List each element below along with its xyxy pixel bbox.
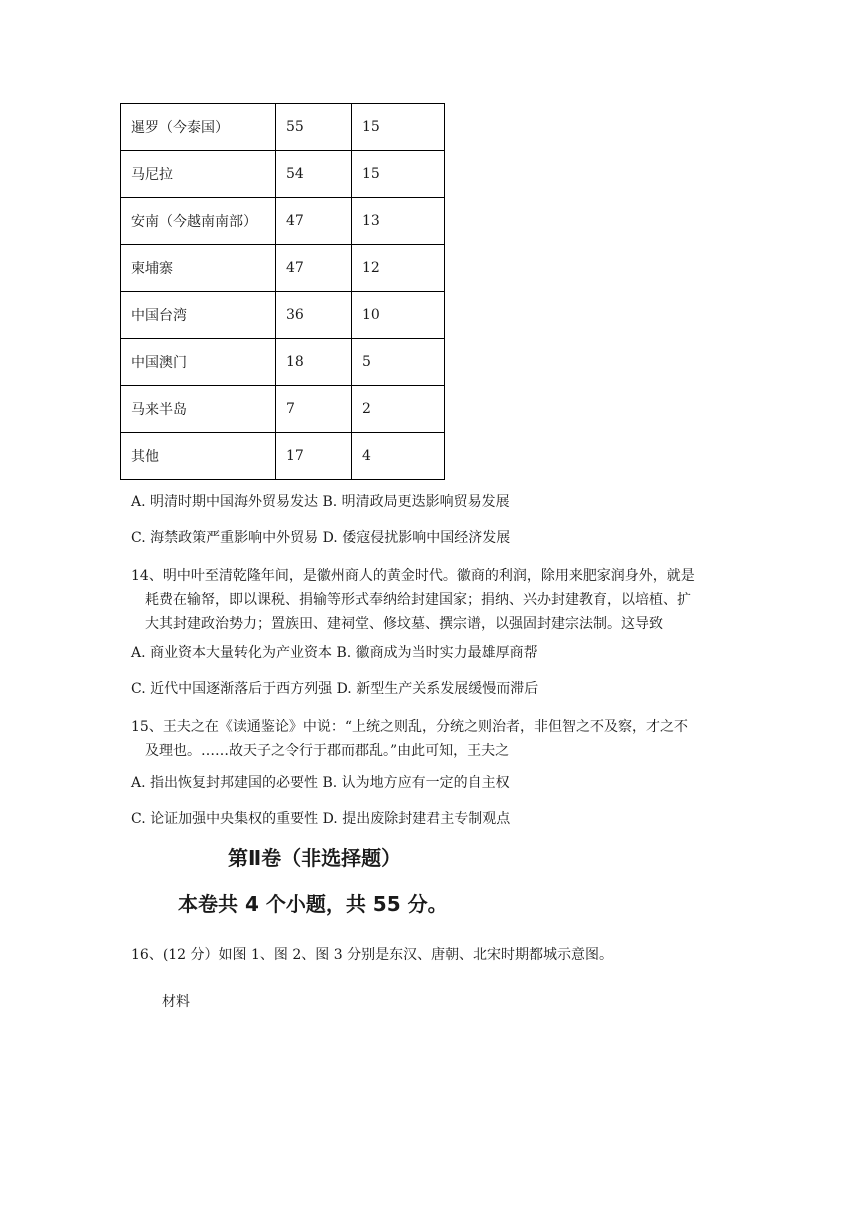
- q15-stem-line-2: 及理也。……故天子之令行于郡而郡乱。”由此可知，王夫之: [145, 743, 510, 759]
- region-cell: 暹罗（今泰国）: [121, 104, 276, 151]
- value-cell-1: 17: [276, 433, 352, 480]
- q14-stem-line-3: 大其封建政治势力；置族田、建祠堂、修坟墓、撰宗谱，以强固封建宗法制。这导致: [145, 616, 663, 632]
- section-title: 第Ⅱ卷（非选择题）: [228, 846, 402, 870]
- value-cell-2: 15: [352, 151, 445, 198]
- value-cell-2: 2: [352, 386, 445, 433]
- value-cell-1: 47: [276, 198, 352, 245]
- value-cell-1: 55: [276, 104, 352, 151]
- q14-stem-line-2: 耗费在输帑，即以课税、捐输等形式奉纳给封建国家；捐纳、兴办封建教育，以培植、扩: [145, 592, 691, 608]
- table-row: [121, 433, 445, 480]
- region-cell: 中国台湾: [121, 292, 276, 339]
- value-cell-2: 13: [352, 198, 445, 245]
- value-cell-2: 12: [352, 245, 445, 292]
- trade-table-body: [121, 104, 445, 480]
- region-cell: 柬埔寨: [121, 245, 276, 292]
- q15-stem-line-1: 15、王夫之在《读通鉴论》中说：“上统之则乱，分统之则治者，非但智之不及察，才之不: [131, 719, 688, 735]
- q15-options-cd: C. 论证加强中央集权的重要性 D. 提出废除封建君主专制观点: [131, 811, 511, 827]
- section-subtitle: 本卷共 4 个小题，共 55 分。: [178, 892, 448, 916]
- region-cell: 中国澳门: [121, 339, 276, 386]
- table-row: [121, 386, 445, 433]
- q14-options-ab: A. 商业资本大量转化为产业资本 B. 徽商成为当时实力最雄厚商帮: [131, 645, 538, 661]
- value-cell-1: 47: [276, 245, 352, 292]
- table-row: [121, 339, 445, 386]
- value-cell-2: 15: [352, 104, 445, 151]
- region-cell: 其他: [121, 433, 276, 480]
- value-cell-1: 18: [276, 339, 352, 386]
- region-cell: 安南（今越南南部）: [121, 198, 276, 245]
- q16-stem: 16、(12 分）如图 1、图 2、图 3 分别是东汉、唐朝、北宋时期都城示意图。: [131, 947, 614, 963]
- table-row: [121, 198, 445, 245]
- table-row: [121, 245, 445, 292]
- value-cell-2: 5: [352, 339, 445, 386]
- table-row: [121, 292, 445, 339]
- table-row: [121, 104, 445, 151]
- value-cell-2: 10: [352, 292, 445, 339]
- q16-material-label: 材料: [162, 994, 190, 1010]
- q13-options-ab: A. 明清时期中国海外贸易发达 B. 明清政局更迭影响贸易发展: [131, 494, 510, 510]
- value-cell-2: 4: [352, 433, 445, 480]
- table-row: [121, 151, 445, 198]
- q14-stem-line-1: 14、明中叶至清乾隆年间，是徽州商人的黄金时代。徽商的利润，除用来肥家润身外，就是: [131, 568, 695, 584]
- q14-stem: [131, 564, 741, 636]
- q15-options-ab: A. 指出恢复封邦建国的必要性 B. 认为地方应有一定的自主权: [131, 775, 510, 791]
- q13-options-cd: C. 海禁政策严重影响中外贸易 D. 倭寇侵扰影响中国经济发展: [131, 530, 511, 546]
- value-cell-1: 7: [276, 386, 352, 433]
- value-cell-1: 54: [276, 151, 352, 198]
- q14-options-cd: C. 近代中国逐渐落后于西方列强 D. 新型生产关系发展缓慢而滞后: [131, 681, 539, 697]
- value-cell-1: 36: [276, 292, 352, 339]
- region-cell: 马来半岛: [121, 386, 276, 433]
- trade-data-table: [120, 103, 445, 480]
- q15-stem: [131, 715, 741, 763]
- region-cell: 马尼拉: [121, 151, 276, 198]
